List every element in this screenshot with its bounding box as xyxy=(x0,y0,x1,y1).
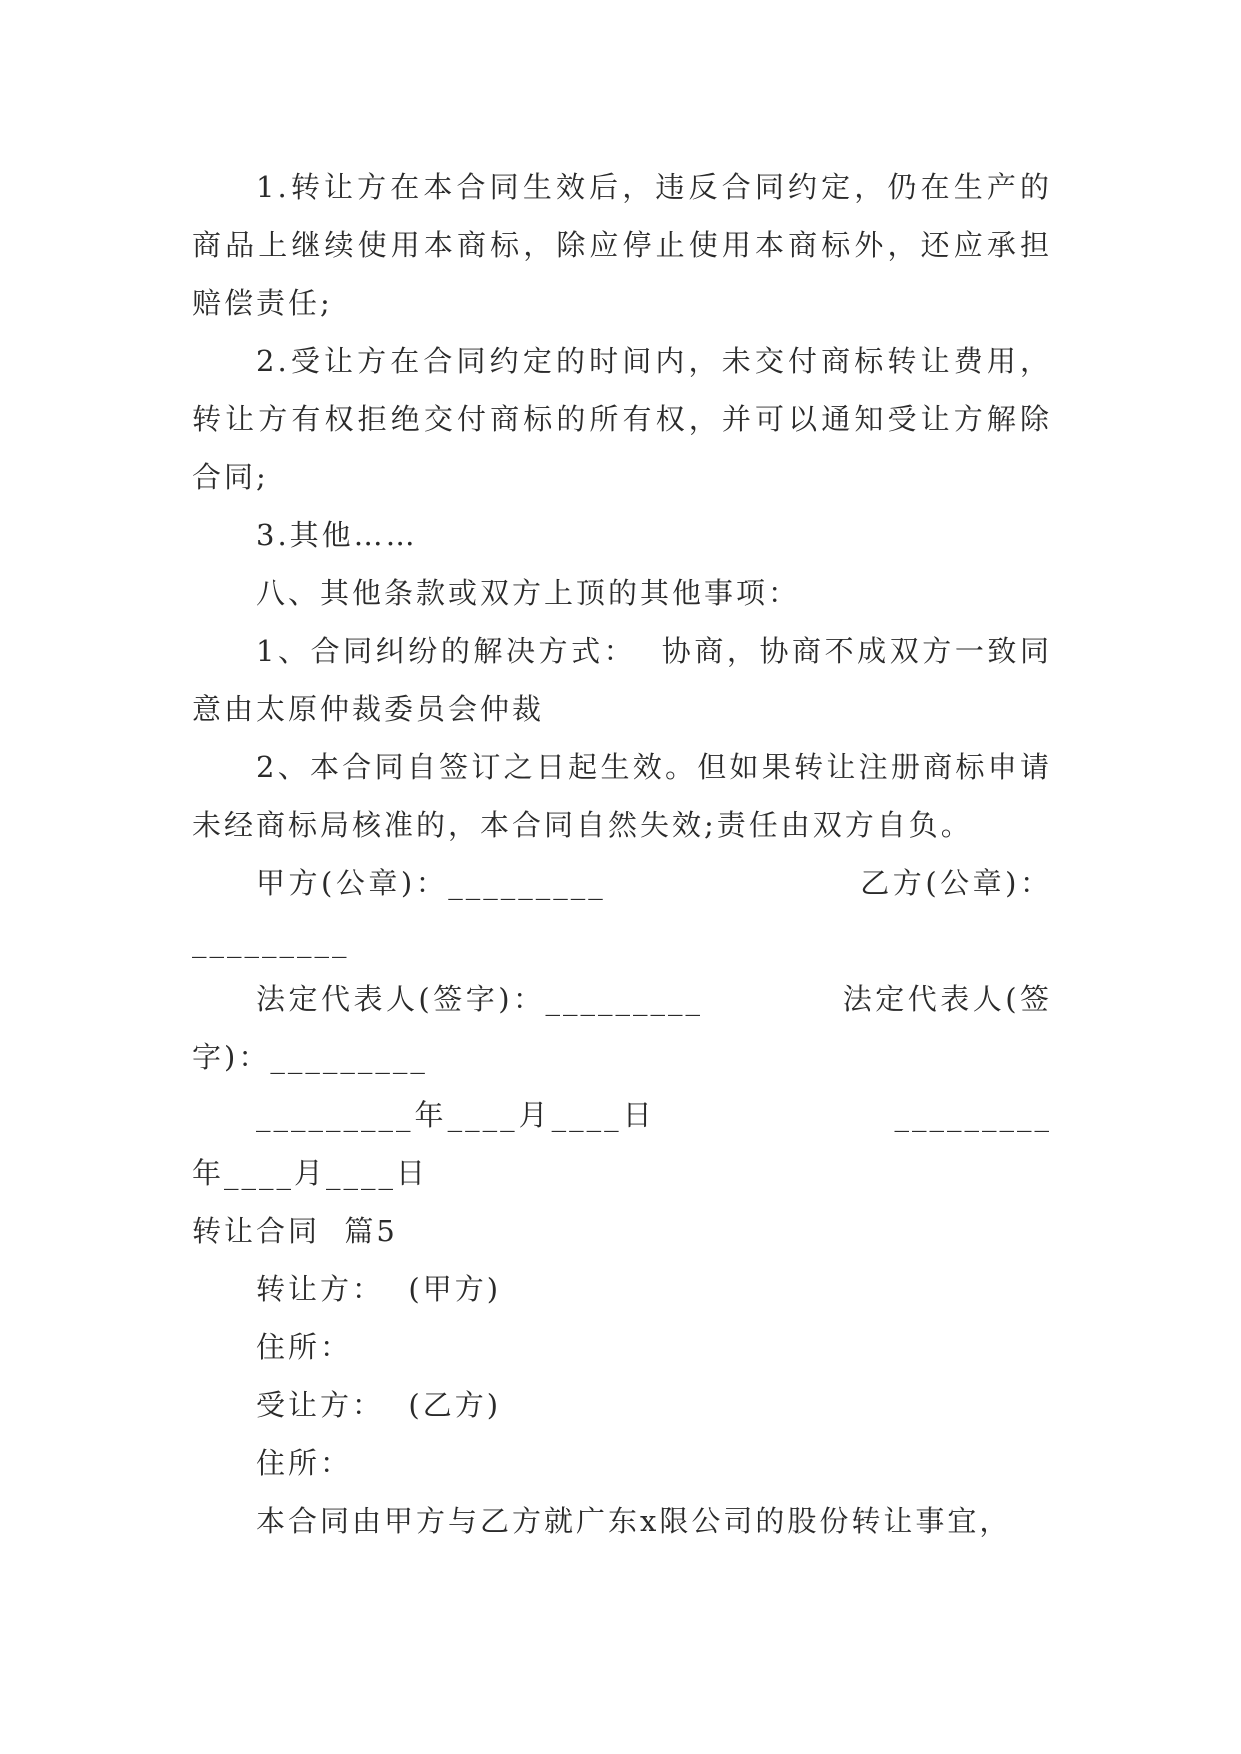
body-paragraph: 本合同由甲方与乙方就广东x限公司的股份转让事宜， xyxy=(256,1504,1012,1538)
clause-paragraph: 2.受让方在合同约定的时间内，未交付商标转让费用，转让方有权拒绝交付商标的所有权，并可以通知受让方解除合同; xyxy=(192,344,1052,494)
clause-paragraph: 3.其他…… xyxy=(256,518,418,552)
date-line: _________年____月____日 _________年____月____日 xyxy=(192,1098,1052,1190)
party-line: 住所： xyxy=(256,1446,353,1480)
signature-line: 甲方(公章)：_________ 乙方(公章)：_________ xyxy=(192,866,1052,958)
section-title: 转让合同 篇5 xyxy=(192,1214,398,1248)
party-line: 转让方： (甲方) xyxy=(256,1272,502,1306)
clause-paragraph: 2、本合同自签订之日起生效。但如果转让注册商标申请未经商标局核准的，本合同自然失效;责任由双方自负。 xyxy=(192,750,1052,842)
party-line: 住所： xyxy=(256,1330,353,1364)
clause-paragraph: 1、合同纠纷的解决方式： 协商，协商不成双方一致同意由太原仲裁委员会仲裁 xyxy=(192,634,1052,726)
clause-paragraph: 1.转让方在本合同生效后，违反合同约定，仍在生产的商品上继续使用本商标，除应停止使用本商标外，还应承担赔偿责任; xyxy=(192,170,1052,320)
clause-paragraph: 八、其他条款或双方上顶的其他事项： xyxy=(256,576,801,610)
signature-line: 法定代表人(签字)：_________ 法定代表人(签字)：_________ xyxy=(192,982,1052,1074)
party-line: 受让方： (乙方) xyxy=(256,1388,502,1422)
document-body xyxy=(192,158,1052,1550)
